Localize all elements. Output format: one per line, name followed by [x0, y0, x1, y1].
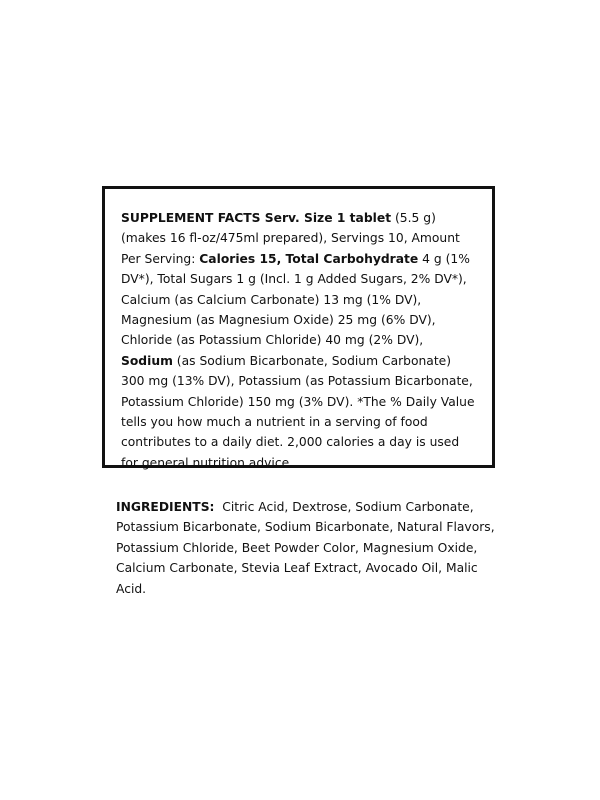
- sodium-label: Sodium: [121, 353, 173, 368]
- sodium-details: (as Sodium Bicarbonate, Sodium Carbonate) 300 mg (13% DV), Potassium (as Potassium Bicarbonate, Potassium Chloride) 150 mg (3% DV). *The % Daily Value tells you how much a nutrient in a serving of food contributes to a daily diet. 2,000 calories a day is used for general nutrition advice.: [121, 353, 475, 470]
- ingredients-list: Citric Acid, Dextrose, Sodium Carbonate, Potassium Bicarbonate, Sodium Bicarbonate, Natural Flavors, Potassium Chloride, Beet Powder Color, Magnesium Oxide, Calcium Carbonate, Stevia Leaf Extract, Avocado Oil, Malic Acid.: [116, 500, 499, 596]
- nutrient-details: 4 g (1% DV*), Total Sugars 1 g (Incl. 1 g Added Sugars, 2% DV*), Calcium (as Calcium Carbonate) 13 mg (1% DV), Magnesium (as Magnesium Oxide) 25 mg (6% DV), Chloride (as Potassium Chloride) 40 mg (2% DV),: [121, 251, 470, 348]
- serving-info: (5.5 g) (makes 16 fl-oz/475ml prepared), Servings 10, Amount Per Serving:: [121, 211, 460, 266]
- supplement-facts-text: [121, 208, 476, 473]
- ingredients-section: [116, 497, 499, 599]
- calories-carbohydrate-label: Calories 15, Total Carbohydrate: [199, 251, 419, 266]
- supplement-facts-heading: SUPPLEMENT FACTS Serv. Size 1 tablet: [121, 211, 392, 225]
- ingredients-label: INGREDIENTS:: [116, 500, 215, 514]
- supplement-facts-panel: [102, 186, 495, 468]
